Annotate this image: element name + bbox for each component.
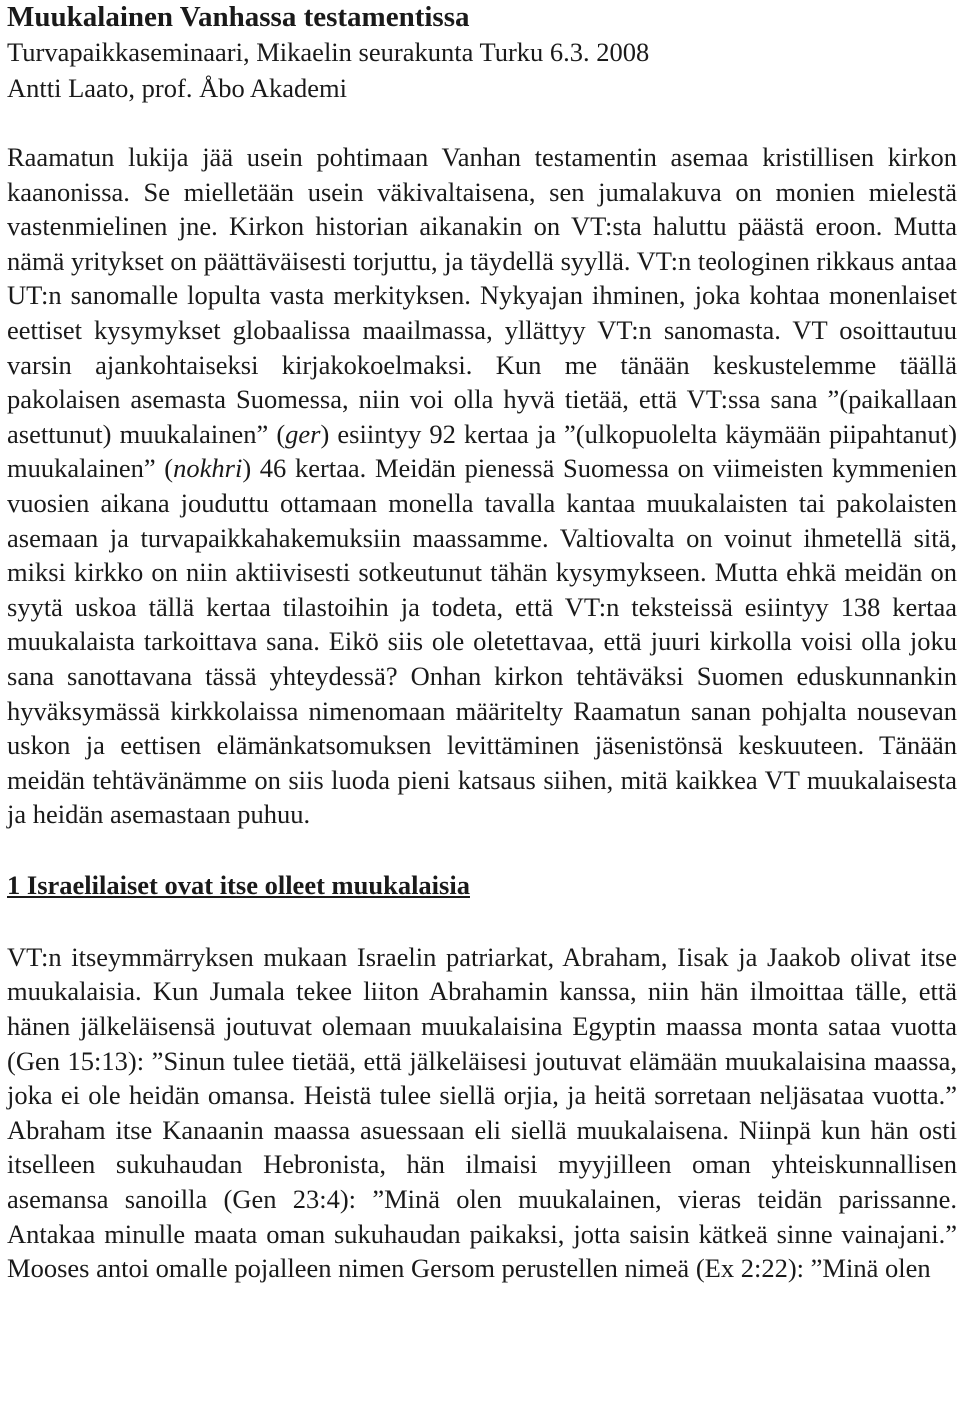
intro-paragraph	[7, 140, 957, 832]
author-line: Antti Laato, prof. Åbo Akademi	[7, 73, 348, 103]
section-paragraph: VT:n itseymmärryksen mukaan Israelin patriarkat, Abraham, Iisak ja Jaakob olivat itse muukalaisia. Kun Jumala tekee liiton Abrahamin kanssa, niin hän ilmoittaa tälle, että hänen jälkeläisensä joutuvat olemaan muukalaisina Egyptin maassa monta sataa vuotta (Gen 15:13): ”Sinun tulee tietää, että jälkeläisesi joutuvat elämään muukalaisina maassa, joka ei ole heidän omansa. Heistä tulee siellä orjia, ja heitä sorretaan neljäsataa vuotta.” Abraham itse Kanaanin maassa asuessaan eli siellä muukalaisena. Niinpä kun hän osti itselleen sukuhaudan Hebronista, hän ilmaisi myyjilleen oman yhteiskunnallisen asemansa sanoilla (Gen 23:4): ”Minä olen muukalainen, vieras teidän parissanne. Antakaa minulle maata oman sukuhaudan paikaksi, jotta saisin kätkeä sinne vainajani.” Mooses antoi omalle pojalleen nimen Gersom perustellen nimeä (Ex 2:22): ”Minä olen	[7, 941, 957, 1284]
intro-text-part1: Raamatun lukija jää usein pohtimaan Vanhan testamentin asemaa kristillisen kirkon kaanonissa. Se mielletään usein väkivaltaisena, sen jumalakuva on monien mielestä vastenmielinen jne. Kirkon historian aikanakin on VT:sta haluttu päästä eroon. Mutta nämä yritykset on päättäväisesti torjuttu, ja täydellä syyllä. VT:n teologinen rikkaus antaa UT:n sanomalle lopulta vasta merkityksen. Nykyajan ihminen, joka kohtaa monenlaiset eettiset kysymykset globaalissa maailmassa, yllättyy VT:n sanomasta. VT osoittautuu varsin ajankohtaiseksi kirjakokoelmaksi. Kun me tänään keskustelemme täällä pakolaisen asemasta Suomessa, niin voi olla hyvä tietää, että VT:ssa sana ”(paikallaan asettunut) muukalainen” (	[7, 142, 957, 449]
intro-text-part3: ) 46 kertaa. Meidän pienessä Suomessa on viimeisten kymmenien vuosien aikana jouduttu ottamaan monella tavalla kantaa muukalaisten tai pakolaisten asemaan ja turvapaikkahakemuksiin maassamme. Valtiovalta on voinut ihmetellä sitä, miksi kirkko on niin aktiivisesti sotkeutunut tähän kysymykseen. Mutta ehkä meidän on syytä uskoa tällä kertaa tilastoihin ja todeta, että VT:n teksteissä esiintyy 138 kertaa muukalaista tarkoittava sana. Eikö siis ole oletettavaa, että juuri kirkolla voisi olla joku sana sanottavana tässä yhteydessä? Onhan kirkon tehtäväksi Suomen eduskunnankin hyväksymässä kirkkolaissa nimenomaan määritelty Raamatun sanan pohjalta nousevan uskon ja eettisen elämänkatsomuksen levittäminen jäsenistönsä keskuuteen. Tänään meidän tehtävänämme on siis luoda pieni katsaus siihen, mitä kaikkea VT muukalaisesta ja heidän asemastaan puhuu.	[7, 453, 957, 830]
intro-italic-ger: ger	[285, 418, 321, 449]
intro-italic-nokhri: nokhri	[173, 453, 243, 484]
spacer	[7, 106, 957, 142]
event-line: Turvapaikkaseminaari, Mikaelin seurakunta Turku 6.3. 2008	[7, 37, 650, 67]
document-page	[7, 0, 957, 1286]
intro-text-part2: ) esiintyy 92 kertaa ja ”(ulkopuolelta käymään piipahtanut) muukalainen” (	[7, 418, 957, 484]
document-title: Muukalainen Vanhassa testamentissa	[7, 1, 470, 33]
section-heading: 1 Israelilaiset ovat itse olleet muukalaisia	[7, 869, 470, 900]
